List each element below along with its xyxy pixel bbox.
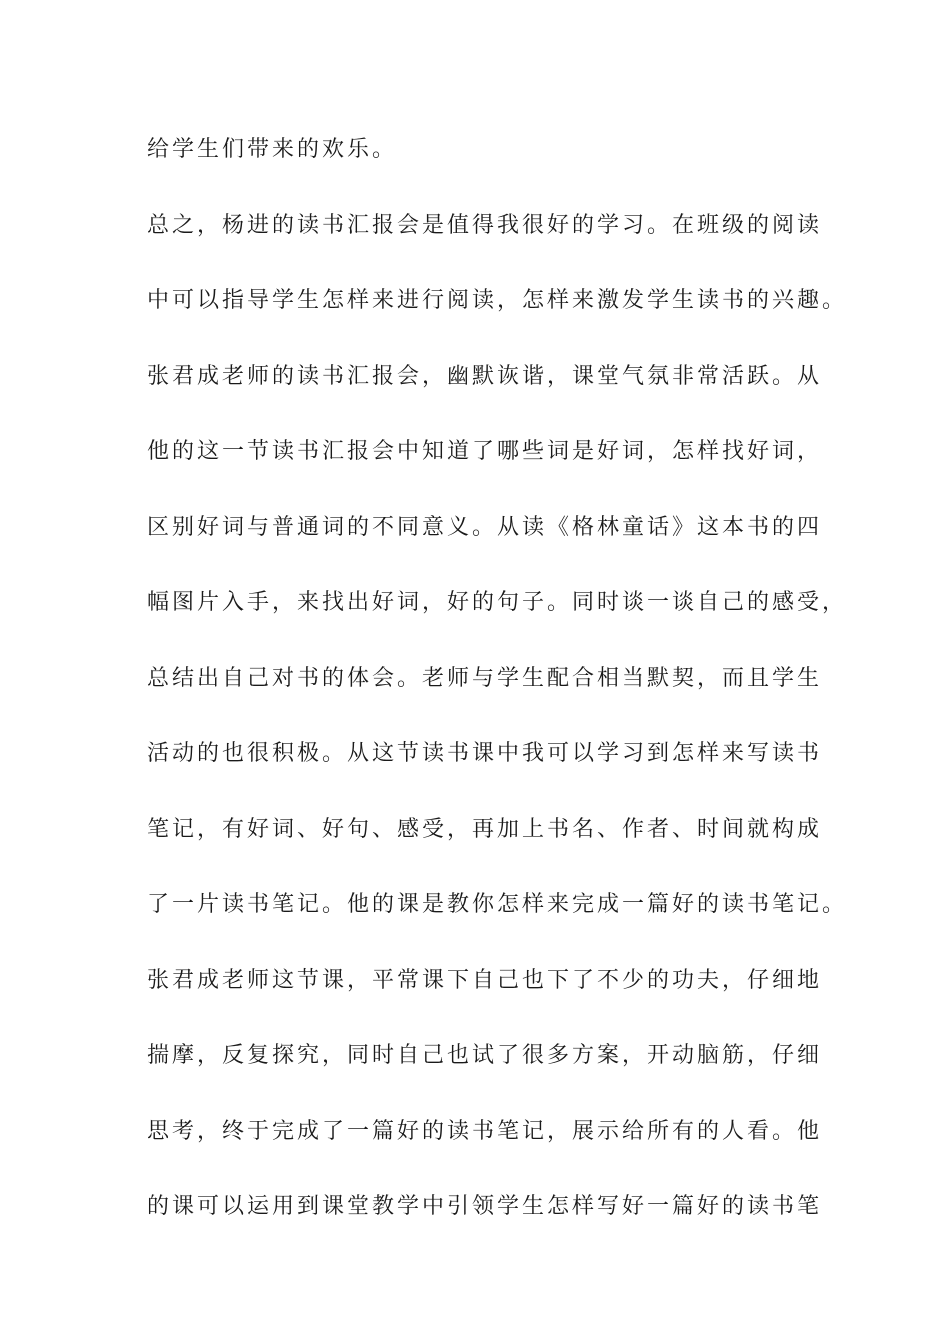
text-line-1: 给学生们带来的欢乐。 xyxy=(147,137,398,162)
text-line-10: 笔记，有好词、好句、感受，再加上书名、作者、时间就构成 xyxy=(147,817,823,842)
text-line-11: 了一片读书笔记。他的课是教你怎样来完成一篇好的读书笔记。 xyxy=(147,892,848,917)
text-line-4: 张君成老师的读书汇报会，幽默诙谐，课堂气氛非常活跃。从 xyxy=(147,364,823,389)
text-line-15: 的课可以运用到课堂教学中引领学生怎样写好一篇好的读书笔 xyxy=(147,1194,823,1219)
text-line-12: 张君成老师这节课，平常课下自己也下了不少的功夫，仔细地 xyxy=(147,968,823,993)
text-line-13: 揣摩，反复探究，同时自己也试了很多方案，开动脑筋，仔细 xyxy=(147,1043,823,1068)
text-line-14: 思考，终于完成了一篇好的读书笔记，展示给所有的人看。他 xyxy=(147,1119,823,1144)
text-line-2: 总之，杨进的读书汇报会是值得我很好的学习。在班级的阅读 xyxy=(147,213,823,238)
text-line-7: 幅图片入手，来找出好词，好的句子。同时谈一谈自己的感受， xyxy=(147,590,848,615)
text-line-3: 中可以指导学生怎样来进行阅读，怎样来激发学生读书的兴趣。 xyxy=(147,288,848,313)
text-line-5: 他的这一节读书汇报会中知道了哪些词是好词，怎样找好词， xyxy=(147,439,823,464)
text-line-6: 区别好词与普通词的不同意义。从读《格林童话》这本书的四 xyxy=(147,515,823,540)
text-line-9: 活动的也很积极。从这节读书课中我可以学习到怎样来写读书 xyxy=(147,741,823,766)
text-line-8: 总结出自己对书的体会。老师与学生配合相当默契，而且学生 xyxy=(147,666,823,691)
